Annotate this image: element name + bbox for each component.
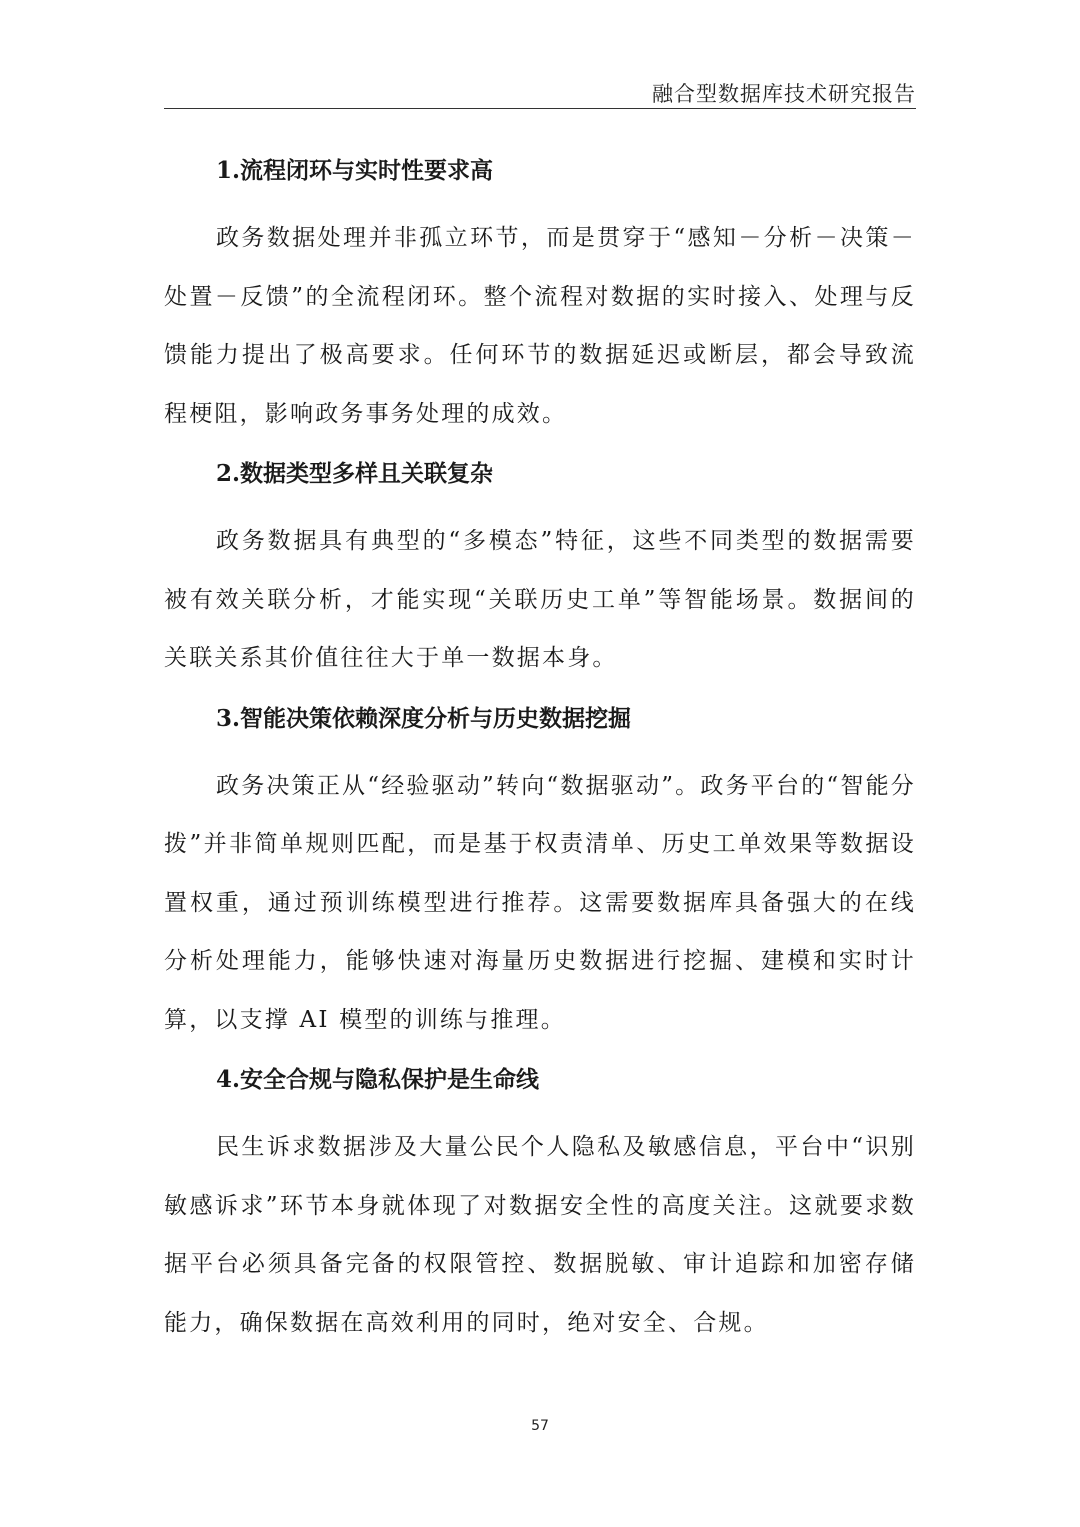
- section-heading: 4.安全合规与隐私保护是生命线: [216, 1066, 540, 1093]
- header-title: 融合型数据库技术研究报告: [652, 82, 916, 106]
- section-4: [164, 1061, 916, 1352]
- section-paragraph: 政务数据具有典型的“多模态”特征，这些不同类型的数据需要被有效关联分析，才能实现“关联历史工单”等智能场景。数据间的关联关系其价值往往大于单一数据本身。: [164, 528, 916, 671]
- section-2: [164, 455, 916, 688]
- page-number: 57: [531, 1418, 549, 1434]
- section-paragraph: 民生诉求数据涉及大量公民个人隐私及敏感信息，平台中“识别敏感诉求”环节本身就体现了对数据安全性的高度关注。这就要求数据平台必须具备完备的权限管控、数据脱敏、审计追踪和加密存储能力，确保数据在高效利用的同时，绝对安全、合规。: [164, 1134, 916, 1336]
- section-1: [164, 152, 916, 443]
- section-3: [164, 700, 916, 1050]
- section-heading: 3.智能决策依赖深度分析与历史数据挖掘: [216, 704, 632, 732]
- section-heading: 1.流程闭环与实时性要求高: [216, 157, 494, 184]
- section-paragraph: 政务数据处理并非孤立环节，而是贯穿于“感知－分析－决策－处置－反馈”的全流程闭环。整个流程对数据的实时接入、处理与反馈能力提出了极高要求。任何环节的数据延迟或断层，都会导致流程梗阻，影响政务事务处理的成效。: [164, 225, 916, 427]
- header-rule: [164, 108, 916, 109]
- page-header: [164, 66, 916, 108]
- section-heading: 2.数据类型多样且关联复杂: [216, 460, 494, 487]
- document-body: [164, 140, 916, 1358]
- section-paragraph: 政务决策正从“经验驱动”转向“数据驱动”。政务平台的“智能分拨”并非简单规则匹配，而是基于权责清单、历史工单效果等数据设置权重，通过预训练模型进行推荐。这需要数据库具备强大的在线分析处理能力，能够快速对海量历史数据进行挖掘、建模和实时计算，以支撑 AI 模型的训练与推理。: [164, 772, 916, 1033]
